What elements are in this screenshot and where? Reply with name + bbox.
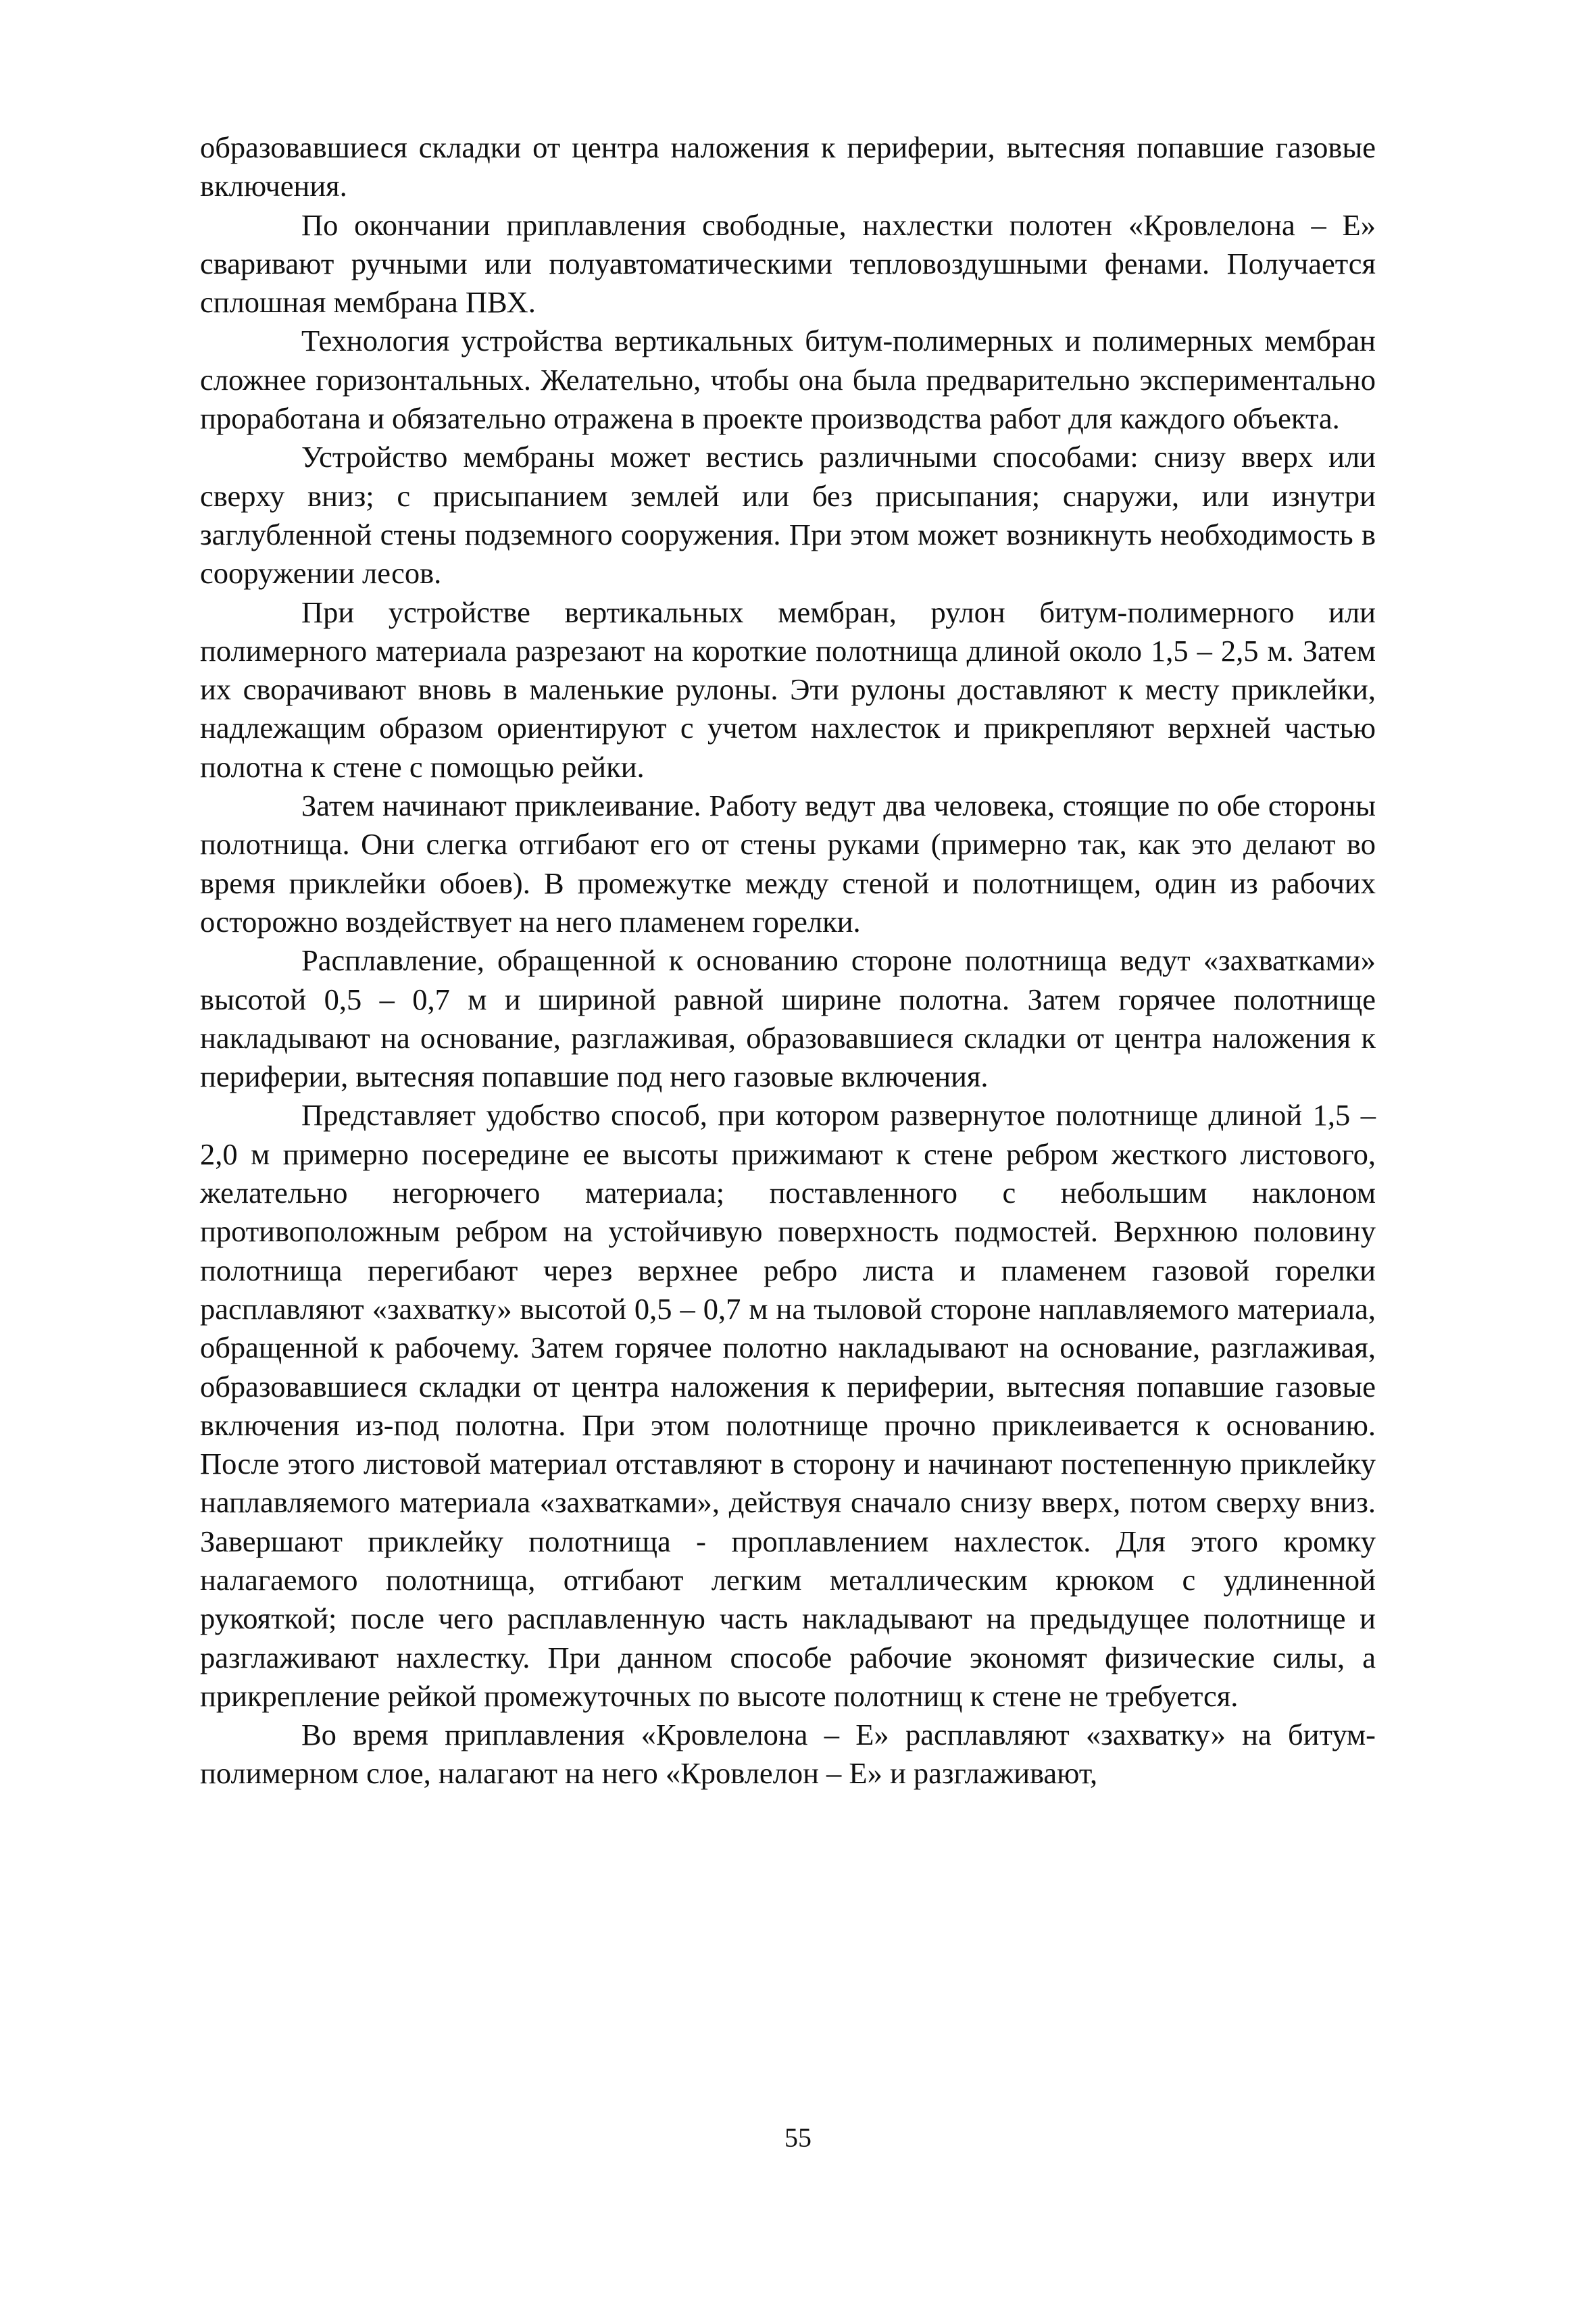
- paragraph-gluing-start: Затем начинают приклеивание. Работу ведут два человека, стоящие по обе стороны полотнища. Они слегка отгибают его от стены руками (примерно так, как это делают во время приклейки обоев). В промежутке между стеной и полотнищем, один из рабочих осторожно воздействует на него пламенем горелки.: [200, 789, 1376, 939]
- paragraph-convenient-method: Представляет удобство способ, при котором развернутое полотнище длиной 1,5 – 2,0 м примерно посередине ее высоты прижимают к стене ребром жесткого листового, желательно негорючего материала; поставленного с небольшим наклоном противоположным ребром на устойчивую поверхность подмостей. Верхнюю половину полотнища перегибают через верхнее ребро листа и пламенем газовой горелки расплавляют «захватку» высотой 0,5 – 0,7 м на тыловой стороне наплавляемого материала, обращенной к рабочему. Затем горячее полотно накладывают на основание, разглаживая, образовавшиеся складки от центра наложения к периферии, вытесняя попавшие газовые включения из-под полотна. При этом полотнище прочно приклеивается к основанию. После этого листовой материал отставляют в сторону и начинают постепенную приклейку наплавляемого материала «захватками», действуя сначало снизу вверх, потом сверху вниз. Завершают приклейку полотнища - проплавлением нахлесток. Для этого кромку налагаемого полотнища, отгибают легким металлическим крюком с удлиненной рукояткой; после чего расплавленную часть накладывают на предыдущее полотнище и разглаживают нахлестку. При данном способе рабочие экономят физические силы, а прикрепление рейкой промежуточных по высоте полотнищ к стене не требуется.: [200, 1098, 1376, 1713]
- paragraph-membrane-methods: Устройство мембраны может вестись различными способами: снизу вверх или сверху вниз; с присыпанием землей или без присыпания; снаружи, или изнутри заглубленной стены подземного сооружения. При этом может возникнуть необходимость в сооружении лесов.: [200, 440, 1376, 591]
- page-number: 55: [784, 2122, 812, 2153]
- body-text: [200, 128, 1376, 1793]
- paragraph-vertical-technology: Технология устройства вертикальных битум-полимерных и полимерных мембран сложнее горизонтальных. Желательно, чтобы она была предварительно экспериментально проработана и обязательно отражена в проекте производства работ для каждого объекта.: [200, 324, 1376, 436]
- paragraph-continuation: образовавшиеся складки от центра наложения к периферии, вытесняя попавшие газовые включения.: [200, 130, 1376, 203]
- paragraph-pvc-membrane: По окончании приплавления свободные, нахлестки полотен «Кровлелона – Е» сваривают ручными или полуавтоматическими тепловоздушными фенами. Получается сплошная мембрана ПВХ.: [200, 207, 1376, 320]
- paragraph-vertical-rolls: При устройстве вертикальных мембран, рулон битум-полимерного или полимерного материала разрезают на короткие полотнища длиной около 1,5 – 2,5 м. Затем их сворачивают вновь в маленькие рулоны. Эти рулоны доставляют к месту приклейки, надлежащим образом ориентируют с учетом нахлесток и прикрепляют верхней частью полотна к стене с помощью рейки.: [200, 595, 1376, 784]
- paragraph-melting: Расплавление, обращенной к основанию стороне полотнища ведут «захватками» высотой 0,5 – 0,7 м и шириной равной ширине полотна. Затем горячее полотнище накладывают на основание, разглаживая, образовавшиеся складки от центра наложения к периферии, вытесняя попавшие под него газовые включения.: [200, 943, 1376, 1094]
- paragraph-krovlelon-fusing: Во время приплавления «Кровлелона – Е» расплавляют «захватку» на битум-полимерном слое, налагают на него «Кровлелон – Е» и разглаживают,: [200, 1718, 1376, 1791]
